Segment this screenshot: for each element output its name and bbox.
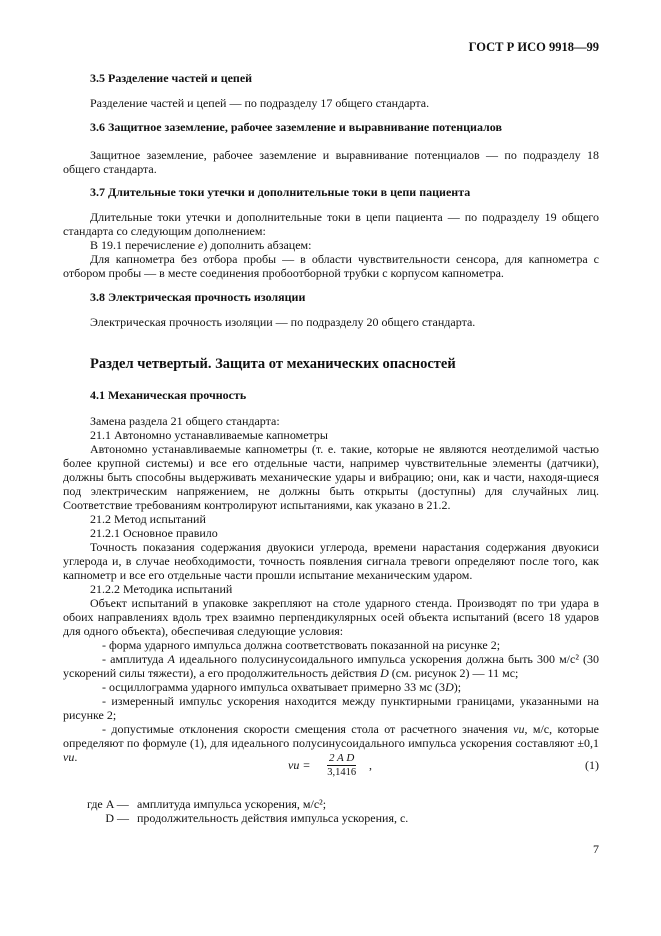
list-item: - форма ударного импульса должна соответствовать показанной на рисунке 2; — [102, 638, 501, 652]
paragraph: Замена раздела 21 общего стандарта: — [90, 414, 280, 428]
heading-3-7: 3.7 Длительные токи утечки и дополнительные токи в цепи пациента — [90, 185, 471, 199]
formula-lhs: vи = — [288, 758, 311, 772]
formula-comma: , — [369, 758, 372, 772]
denominator: 3,1416 — [327, 767, 357, 778]
subheading: 21.2.1 Основное правило — [90, 526, 218, 540]
where-symbol: D — — [105, 811, 129, 825]
subheading: 21.1 Автономно устанавливаемые капнометры — [90, 428, 328, 442]
formula-1 — [63, 752, 599, 786]
section-4-1-body — [63, 414, 599, 764]
paragraph: Разделение частей и цепей — по подразделу 17 общего стандарта. — [90, 96, 430, 110]
heading-3-8: 3.8 Электрическая прочность изоляции — [90, 290, 306, 304]
paragraph: Точность показания содержания двуокиси углерода, времени нарастания содержания двуокиси углерода и, в случае необходимости, точность появления сигнала тревоги определяют после того, как капнометр и все его отдельные части прошли испытание механическим ударом. — [63, 540, 599, 582]
paragraph: Автономно устанавливаемые капнометры (т. е. такие, которые не являются неотделимой частью более крупной системы) и все его отдельные части, например чувствительные элементы (датчики), должны быть способны выдерживать механические удары и вибрацию; они, как и части, находя-щиеся под электрическим напряжением, не должны быть открыты (доступны) для случайных лиц. Соответствие требованиям контролируют испытаниями, как указано в 21.2. — [63, 442, 599, 512]
list-item: - измеренный импульс ускорения находится между пунктирными границами, указанными на рисунке 2; — [63, 694, 599, 722]
section-3-7-body — [63, 210, 599, 280]
paragraph: Объект испытаний в упаковке закрепляют на столе ударного стенда. Производят по три удара в обоих направлениях вдоль трех взаимно перпендикулярных осей объекта испытаний (всего 18 ударов для одного объекта), обеспечивая следующие условия: — [63, 596, 599, 638]
where-text: продолжительность действия импульса ускорения, с. — [137, 811, 409, 825]
list-item: - амплитуда A идеального полусинусоидального импульса ускорения должна быть 300 м/с² (30 ускорений силы тяжести), а его продолжительность действия D (см. рисунок 2) — 11 мс; — [63, 652, 599, 680]
paragraph: В 19.1 перечисление е) дополнить абзацем: — [90, 238, 312, 252]
page-number: 7 — [593, 842, 599, 856]
formula-fraction — [327, 752, 356, 779]
where-symbol: где A — — [87, 797, 129, 811]
where-text: амплитуда импульса ускорения, м/с²; — [137, 797, 327, 811]
subheading: 21.2 Метод испытаний — [90, 512, 206, 526]
paragraph: Защитное заземление, рабочее заземление и выравнивание потенциалов — по подразделу 18 общего стандарта. — [63, 148, 599, 176]
where-list — [87, 797, 408, 825]
subheading: 21.2.2 Методика испытаний — [90, 582, 233, 596]
paragraph: Электрическая прочность изоляции — по подразделу 20 общего стандарта. — [90, 315, 476, 329]
heading-4-1: 4.1 Механическая прочность — [90, 388, 247, 402]
list-item: - осциллограмма ударного импульса охватывает примерно 33 мс (3D); — [102, 680, 462, 694]
where-item — [87, 811, 408, 825]
equation-number: (1) — [585, 758, 599, 772]
document-header: ГОСТ Р ИСО 9918—99 — [468, 40, 599, 54]
paragraph: Для капнометра без отбора пробы — в области чувствительности сенсора, для капнометра с отбором пробы — в месте соединения пробоотборной трубки с корпусом капнометра. — [63, 252, 599, 280]
heading-3-6: 3.6 Защитное заземление, рабочее заземление и выравнивание потенциалов — [90, 120, 502, 134]
heading-3-5: 3.5 Разделение частей и цепей — [90, 71, 253, 85]
list-item: - допустимые отклонения скорости смещения стола от расчетного значения vи, м/с, которые определяют по формуле (1), для идеального полусинусоидального импульса ускорения составляют ±0,1 vи. — [63, 722, 599, 764]
section-4-title: Раздел четвертый. Защита от механических опасностей — [90, 356, 456, 372]
numerator: 2 A D — [329, 752, 355, 764]
paragraph: Длительные токи утечки и дополнительные токи в цепи пациента — по подразделу 19 общего стандарта со следующим дополнением: — [63, 210, 599, 238]
where-item — [87, 797, 408, 811]
